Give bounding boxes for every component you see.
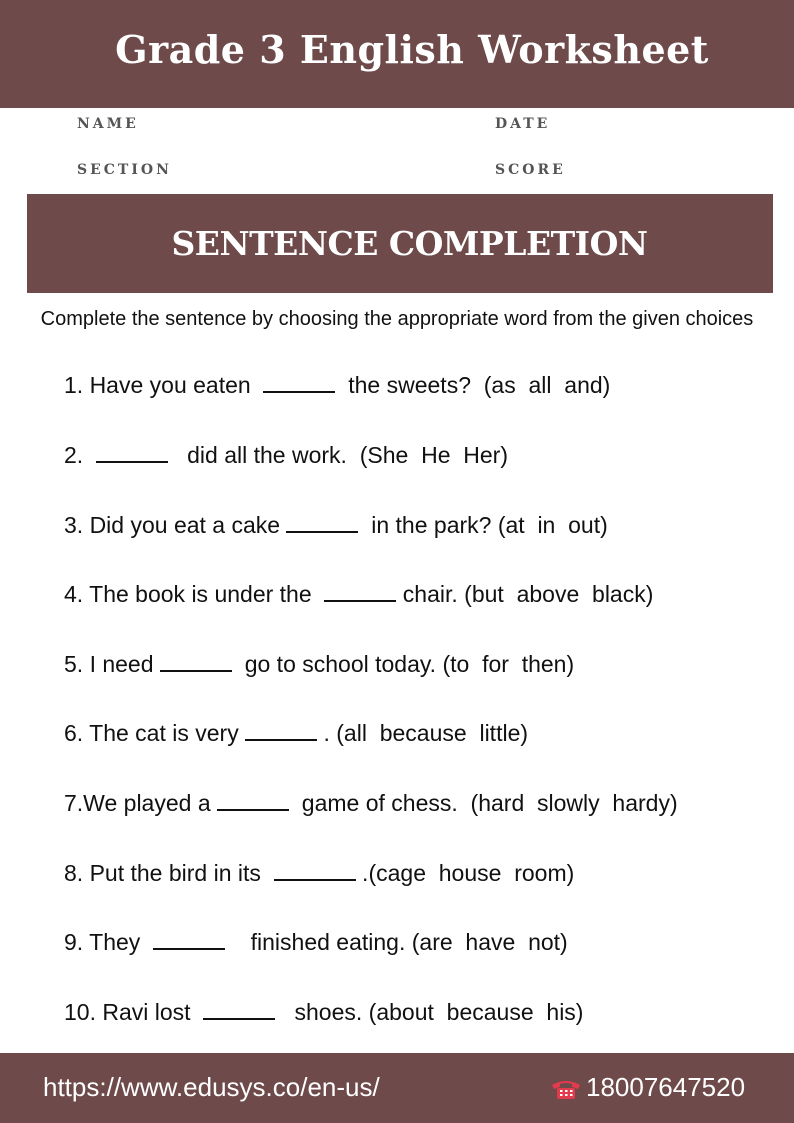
question-text-before: 7.We played a [64, 790, 218, 816]
website-link[interactable]: https://www.edusys.co/en-us/ [43, 1072, 380, 1102]
score-field-label: SCORE [495, 162, 566, 178]
section-title: SENTENCE COMPLETION [171, 224, 648, 263]
question-text-before: 5. I need [64, 651, 160, 677]
answer-blank[interactable] [217, 791, 289, 811]
footer-bar [0, 1053, 794, 1123]
answer-blank[interactable] [324, 582, 396, 602]
question-text-before: 10. Ravi lost [64, 999, 204, 1025]
answer-blank[interactable] [245, 721, 317, 741]
phone-number: 18007647520 [586, 1072, 746, 1102]
question-text-after: the sweets? (as all and) [335, 372, 611, 398]
header-banner [0, 0, 794, 108]
question-6 [64, 719, 528, 747]
answer-blank[interactable] [96, 443, 168, 463]
question-text-after: . (all because little) [317, 720, 529, 746]
worksheet-title: Grade 3 English Worksheet [115, 27, 709, 72]
question-text-before: 6. The cat is very [64, 720, 246, 746]
question-text-after: go to school today. (to for then) [231, 651, 575, 677]
question-9 [64, 928, 568, 956]
question-text-before: 1. Have you eaten [64, 372, 264, 398]
question-text-before: 8. Put the bird in its [64, 860, 274, 886]
question-1 [64, 371, 610, 399]
date-field-label: DATE [495, 116, 551, 132]
question-text-before: 2. [64, 442, 96, 468]
question-10 [64, 998, 583, 1026]
telephone-icon [550, 1076, 582, 1100]
question-text-after: game of chess. (hard slowly hardy) [289, 790, 678, 816]
answer-blank[interactable] [274, 861, 356, 881]
answer-blank[interactable] [286, 513, 358, 533]
question-3 [64, 511, 608, 539]
question-2 [64, 441, 508, 469]
question-4 [64, 580, 653, 608]
question-text-after: .(cage house room) [355, 860, 575, 886]
answer-blank[interactable] [153, 930, 225, 950]
question-text-before: 9. They [64, 929, 154, 955]
question-text-before: 4. The book is under the [64, 581, 325, 607]
name-field-label: NAME [77, 116, 139, 132]
question-7 [64, 789, 678, 817]
question-text-after: shoes. (about because his) [275, 999, 584, 1025]
phone-contact[interactable] [550, 1072, 745, 1103]
answer-blank[interactable] [203, 1000, 275, 1020]
question-text-after: in the park? (at in out) [358, 512, 608, 538]
instructions-text: Complete the sentence by choosing the appropriate word from the given choices [40, 308, 754, 330]
question-text-after: finished eating. (are have not) [225, 929, 568, 955]
question-5 [64, 650, 574, 678]
question-text-before: 3. Did you eat a cake [64, 512, 287, 538]
answer-blank[interactable] [263, 373, 335, 393]
question-8 [64, 859, 574, 887]
section-banner [27, 194, 773, 293]
question-text-after: did all the work. (She He Her) [167, 442, 508, 468]
question-text-after: chair. (but above black) [396, 581, 654, 607]
answer-blank[interactable] [160, 652, 232, 672]
section-field-label: SECTION [77, 162, 172, 178]
